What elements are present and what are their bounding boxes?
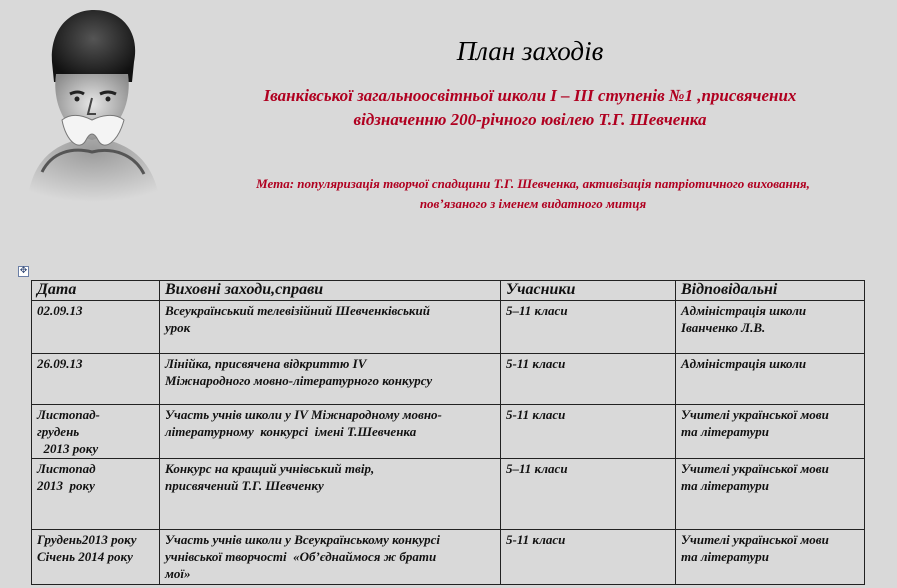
cell-line: Листопад- — [37, 407, 100, 422]
responsible-cell — [676, 301, 865, 354]
cell-line: Іванченко Л.В. — [681, 320, 766, 335]
cell-line: та літератури — [681, 424, 769, 439]
cell-line: Міжнародного мовно-літературного конкурсу — [165, 373, 433, 388]
page-subtitle — [180, 84, 880, 132]
date-cell — [32, 530, 160, 585]
cell-line: урок — [165, 320, 191, 335]
event-cell — [160, 530, 501, 585]
cell-line: літературному конкурсі імені Т.Шевченка — [165, 424, 417, 439]
responsible-cell — [676, 459, 865, 530]
cell-line: 26.09.13 — [37, 356, 83, 371]
table-row — [32, 301, 865, 354]
cell-line: 2013 року — [37, 441, 99, 456]
event-cell — [160, 301, 501, 354]
cell-line: та літератури — [681, 478, 769, 493]
cell-line: Учителі української мови — [681, 532, 829, 547]
cell-line: 02.09.13 — [37, 303, 83, 318]
responsible-cell — [676, 354, 865, 405]
table-header-row — [32, 281, 865, 301]
cell-line: Всеукраїнський телевізійний Шевченківський — [165, 303, 430, 318]
column-header-participants: Учасники — [501, 281, 676, 301]
table-row — [32, 530, 865, 585]
events-table — [31, 280, 865, 585]
date-cell — [32, 301, 160, 354]
cell-line: Учителі української мови — [681, 461, 829, 476]
goal-line: Мета: популяризація творчої спадщини Т.Г. Шевченка, активізація патріотичного виховання, — [256, 176, 810, 191]
responsible-cell — [676, 405, 865, 459]
column-header-responsible: Відповідальні — [676, 281, 865, 301]
portrait-image — [22, 2, 162, 206]
cell-line: 5-11 класи — [506, 407, 566, 422]
cell-line: мої» — [165, 566, 191, 581]
cell-line: Учителі української мови — [681, 407, 829, 422]
cell-line: 5-11 класи — [506, 532, 566, 547]
goal-line: пов’язаного з іменем видатного митця — [419, 196, 647, 211]
cell-line: Лінійка, присвячена відкриттю IV — [165, 356, 367, 371]
cell-line: учнівської творчості «Об’єднаймося ж брати — [165, 549, 437, 564]
cell-line: Конкурс на кращий учнівський твір, — [165, 461, 375, 476]
event-cell — [160, 354, 501, 405]
table-row — [32, 354, 865, 405]
table-row — [32, 459, 865, 530]
subtitle-line: відзначенню 200-річного ювілею Т.Г. Шевченка — [353, 110, 707, 129]
date-cell — [32, 459, 160, 530]
page-title: План заходів — [456, 36, 604, 66]
participants-cell — [501, 405, 676, 459]
cell-line: Адміністрація школи — [681, 356, 807, 371]
responsible-cell — [676, 530, 865, 585]
cell-line: присвячений Т.Г. Шевченку — [165, 478, 324, 493]
cell-line: 2013 року — [37, 478, 95, 493]
cell-line: Адміністрація школи — [681, 303, 807, 318]
cell-line: Грудень2013 року — [37, 532, 137, 547]
cell-line: 5–11 класи — [506, 461, 568, 476]
cell-line: грудень — [37, 424, 80, 439]
participants-cell — [501, 301, 676, 354]
cell-line: Участь учнів школи у IV Міжнародному мовно- — [165, 407, 442, 422]
cell-line: 5–11 класи — [506, 303, 568, 318]
column-header-events: Виховні заходи,справи — [160, 281, 501, 301]
cell-line: Листопад — [37, 461, 96, 476]
cell-line: Участь учнів школи у Всеукраїнському конкурсі — [165, 532, 441, 547]
cell-line: та літератури — [681, 549, 769, 564]
column-header-date: Дата — [32, 281, 160, 301]
cell-line: 5-11 класи — [506, 356, 566, 371]
participants-cell — [501, 459, 676, 530]
participants-cell — [501, 354, 676, 405]
goal-text — [170, 174, 896, 214]
move-cross-icon[interactable]: ✥ — [19, 266, 28, 276]
event-cell — [160, 459, 501, 530]
subtitle-line: Іванківської загальноосвітньої школи І – ІІІ ступенів №1 ,присвячених — [263, 86, 797, 105]
table-row — [32, 405, 865, 459]
participants-cell — [501, 530, 676, 585]
cell-line: Січень 2014 року — [37, 549, 133, 564]
event-cell — [160, 405, 501, 459]
date-cell — [32, 354, 160, 405]
date-cell — [32, 405, 160, 459]
